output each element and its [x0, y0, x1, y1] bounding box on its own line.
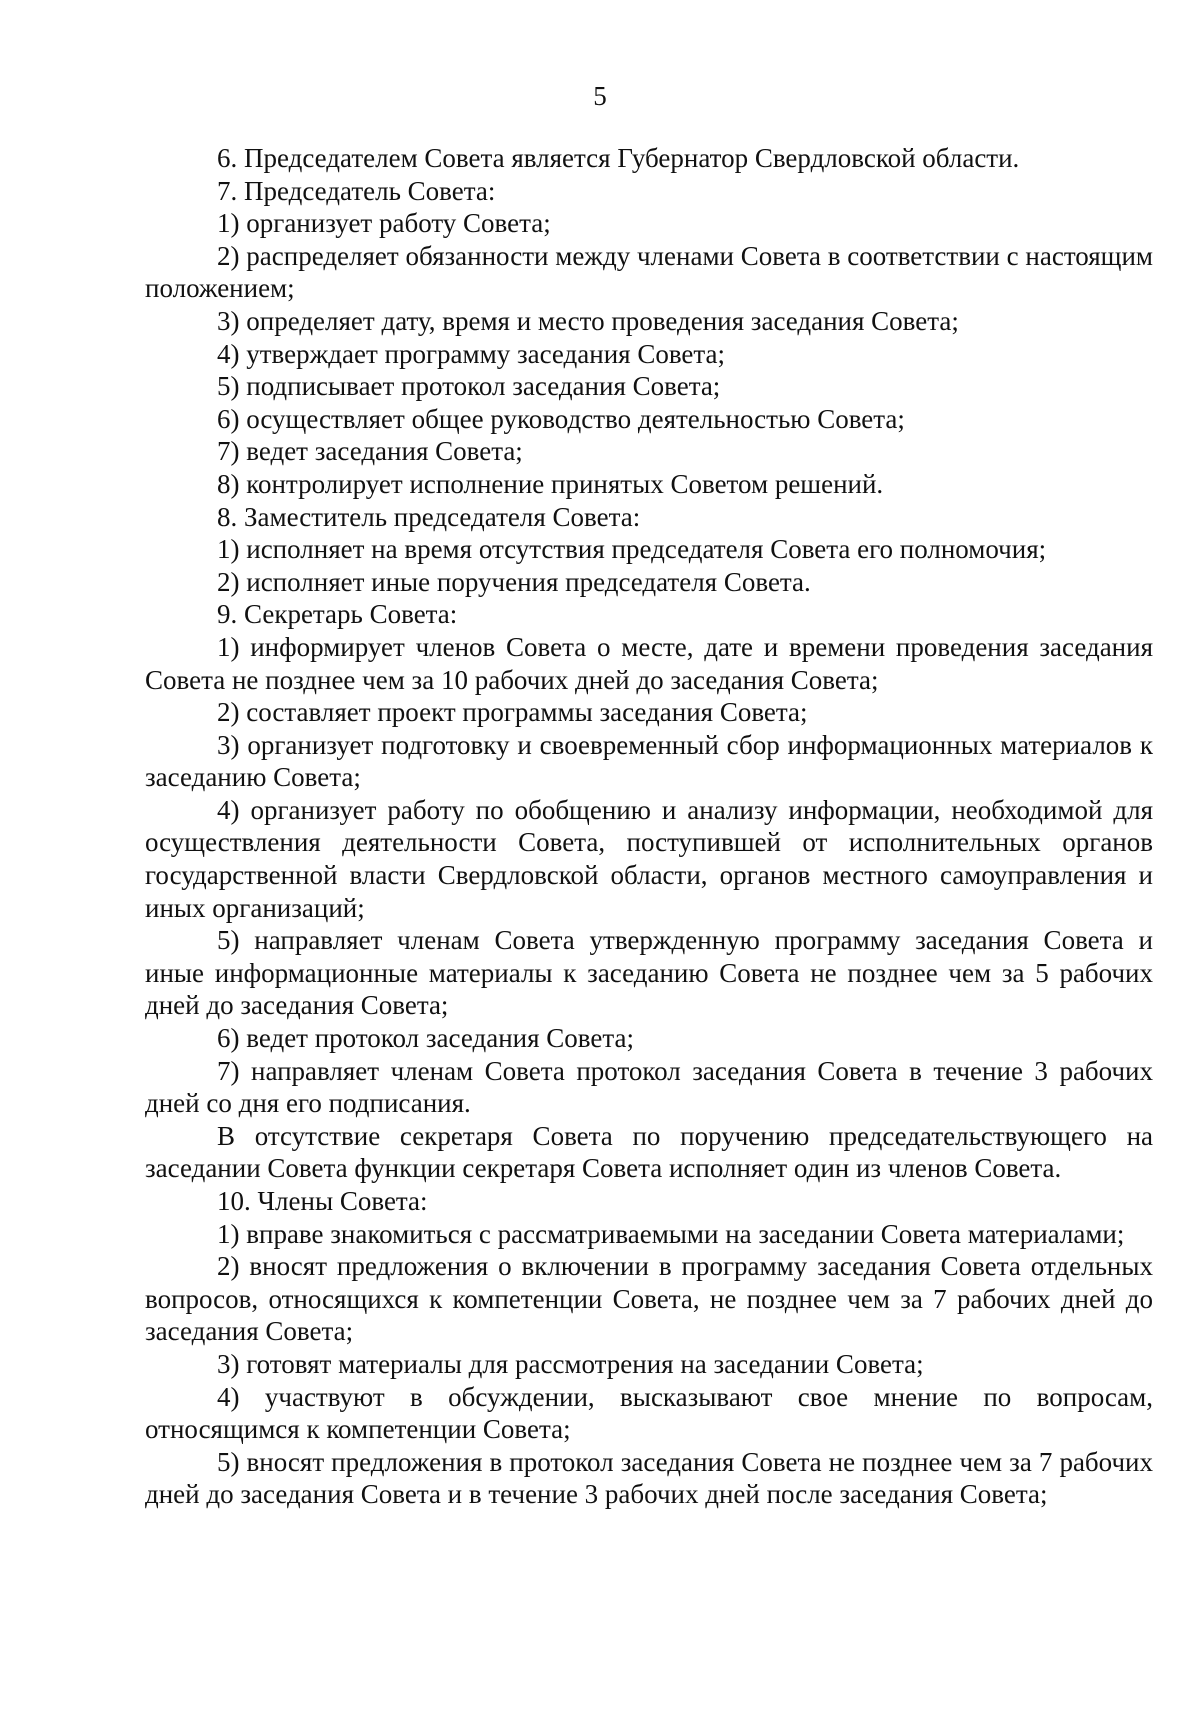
paragraph: 3) организует подготовку и своевременный сбор информационных материалов к заседанию Совета; — [145, 729, 1153, 793]
paragraph: 7) ведет заседания Совета; — [217, 436, 523, 467]
paragraph: 4) утверждает программу заседания Совета; — [217, 338, 726, 369]
paragraph: 6. Председателем Совета является Губернатор Свердловской области. — [217, 143, 1020, 173]
paragraph: 1) вправе знакомиться с рассматриваемыми на заседании Совета материалами; — [217, 1218, 1125, 1249]
paragraph: 9. Секретарь Совета: — [217, 599, 458, 630]
paragraph: 2) вносят предложения о включении в программу заседания Совета отдельных вопросов, относящихся к компетенции Совета, не позднее чем за 7 рабочих дней до заседания Совета; — [145, 1251, 1153, 1347]
paragraph: 7. Председатель Совета: — [217, 175, 496, 206]
paragraph: 6) ведет протокол заседания Совета; — [217, 1023, 634, 1054]
paragraph: 2) исполняет иные поручения председателя Совета. — [217, 566, 811, 597]
paragraph: 2) составляет проект программы заседания Совета; — [217, 697, 808, 728]
paragraph: 7) направляет членам Совета протокол заседания Совета в течение 3 рабочих дней со дня его подписания. — [145, 1055, 1153, 1119]
document-body — [145, 142, 1153, 1511]
paragraph: 8. Заместитель председателя Совета: — [217, 501, 641, 532]
paragraph: 5) направляет членам Совета утвержденную программу заседания Совета и иные информационные материалы к заседанию Совета не позднее чем за 5 рабочих дней до заседания Совета; — [145, 925, 1153, 1021]
paragraph: 1) исполняет на время отсутствия председателя Совета его полномочия; — [217, 534, 1047, 565]
paragraph: 2) распределяет обязанности между членами Совета в соответствии с настоящим положением; — [145, 240, 1153, 304]
paragraph: В отсутствие секретаря Совета по поручению председательствующего на заседании Совета функции секретаря Совета исполняет один из членов Совета. — [145, 1120, 1153, 1184]
paragraph: 3) готовят материалы для рассмотрения на заседании Совета; — [217, 1348, 924, 1379]
paragraph: 10. Члены Совета: — [217, 1186, 428, 1216]
paragraph: 8) контролирует исполнение принятых Советом решений. — [217, 468, 884, 499]
paragraph: 4) организует работу по обобщению и анализу информации, необходимой для осуществления деятельности Совета, поступившей от исполнительных органов государственной власти Свердловской области, органов местного самоуправления и иных организаций; — [145, 794, 1153, 923]
page-number: 5 — [593, 81, 607, 111]
paragraph: 4) участвуют в обсуждении, высказывают свое мнение по вопросам, относящимся к компетенции Совета; — [145, 1381, 1153, 1445]
paragraph: 1) информирует членов Совета о месте, дате и времени проведения заседания Совета не позднее чем за 10 рабочих дней до заседания Совета; — [145, 631, 1153, 695]
paragraph: 3) определяет дату, время и место проведения заседания Совета; — [217, 305, 959, 336]
paragraph: 5) подписывает протокол заседания Совета; — [217, 371, 721, 402]
paragraph: 1) организует работу Совета; — [217, 208, 551, 239]
paragraph: 6) осуществляет общее руководство деятельностью Совета; — [217, 403, 905, 434]
paragraph: 5) вносят предложения в протокол заседания Совета не позднее чем за 7 рабочих дней до заседания Совета и в течение 3 рабочих дней после заседания Совета; — [145, 1446, 1153, 1510]
